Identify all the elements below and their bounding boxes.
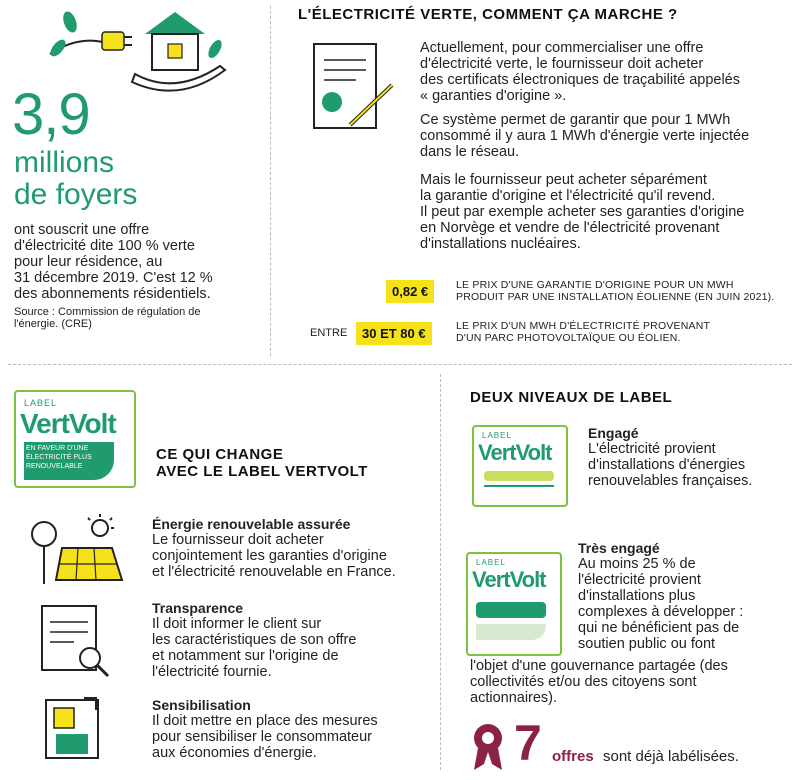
- stat-line2: de foyers: [14, 178, 138, 211]
- divider-horizontal: [8, 364, 792, 365]
- vertvolt-logo: LABEL VertVolt EN FAVEUR D'UNE ÉLECTRICITÉ PLUS RENOUVELABLE: [14, 390, 136, 488]
- vertvolt-engage-logo: LABEL VertVolt: [472, 425, 568, 507]
- certificate-icon: [300, 40, 400, 140]
- price-badge-2: 30 ET 80 €: [356, 322, 432, 345]
- how-paragraph-1: Actuellement, pour commercialiser une offre d'électricité verte, le fournisseur doit acheter des certificats électroniques de traçabilité appelés « garanties d'origine ».: [420, 40, 740, 104]
- divider-vertical-top: [270, 6, 271, 356]
- stat-line1: millions: [14, 146, 115, 179]
- stat-source: Source : Commission de régulation de l'énergie. (CRE): [14, 306, 201, 330]
- changes-title: CE QUI CHANGE AVEC LE LABEL VERTVOLT: [156, 446, 368, 480]
- price-prefix: ENTRE: [310, 327, 348, 339]
- how-paragraph-3: Mais le fournisseur peut acheter séparément la garantie d'origine et l'électricité qu'il revend. Il peut par exemple acheter ses garanties d'origine en Norvège et vendre de l'électricité provenant d'installations nucléaires.: [420, 172, 745, 252]
- how-paragraph-2: Ce système permet de garantir que pour 1 MWh consommé il y aura 1 MWh d'énergie verte injectée dans le réseau.: [420, 112, 750, 160]
- vertvolt-tres-engage-logo: LABEL VertVolt: [466, 552, 562, 656]
- solar-panel-icon: [28, 514, 128, 588]
- divider-vertical-bottom: [440, 374, 441, 770]
- change-item-transparency: Transparence Il doit informer le client sur les caractéristiques de son offre et notamment sur l'origine de l'électricité fournie.: [152, 600, 357, 680]
- energy-meter-icon: [40, 694, 110, 764]
- price-caption-2: LE PRIX D'UN MWH D'ÉLECTRICITÉ PROVENANT D'UN PARC PHOTOVOLTAÏQUE OU ÉOLIEN.: [456, 320, 711, 344]
- change-item-renewable: Énergie renouvelable assurée Le fournisseur doit acheter conjointement les garanties d'origine et l'électricité renouvelable en France.: [152, 516, 396, 580]
- levels-title: DEUX NIVEAUX DE LABEL: [470, 389, 673, 406]
- stat-description: ont souscrit une offre d'électricité dite 100 % verte pour leur résidence, au 31 décembre 2019. C'est 12 % des abonnements résidentiels.: [14, 222, 213, 302]
- offers-rest: sont déjà labélisées.: [603, 748, 739, 765]
- level-engage: Engagé L'électricité provient d'installations d'énergies renouvelables françaises.: [588, 425, 753, 489]
- how-title: L'ÉLECTRICITÉ VERTE, COMMENT ÇA MARCHE ?: [298, 6, 678, 23]
- level-tres-engage-continued: l'objet d'une gouvernance partagée (des collectivités et/ou des citoyens sont actionnaires).: [470, 658, 728, 706]
- document-search-icon: [34, 600, 114, 680]
- stat-number: 3,9: [12, 82, 90, 147]
- price-badge-1: 0,82 €: [386, 280, 434, 303]
- award-ribbon-icon: [470, 722, 506, 772]
- change-item-awareness: Sensibilisation Il doit mettre en place des mesures pour sensibiliser le consommateur aux économies d'énergie.: [152, 697, 378, 761]
- level-tres-engage: Très engagé Au moins 25 % de l'électricité provient d'installations plus complexes à développer : qui ne bénéficient pas de soutien public ou font: [578, 540, 744, 652]
- price-caption-1: LE PRIX D'UNE GARANTIE D'ORIGINE POUR UN MWH PRODUIT PAR UNE INSTALLATION ÉOLIENNE (EN JUIN 2021).: [456, 279, 775, 303]
- offers-count: 7: [514, 715, 542, 771]
- offers-word: offres: [552, 748, 594, 765]
